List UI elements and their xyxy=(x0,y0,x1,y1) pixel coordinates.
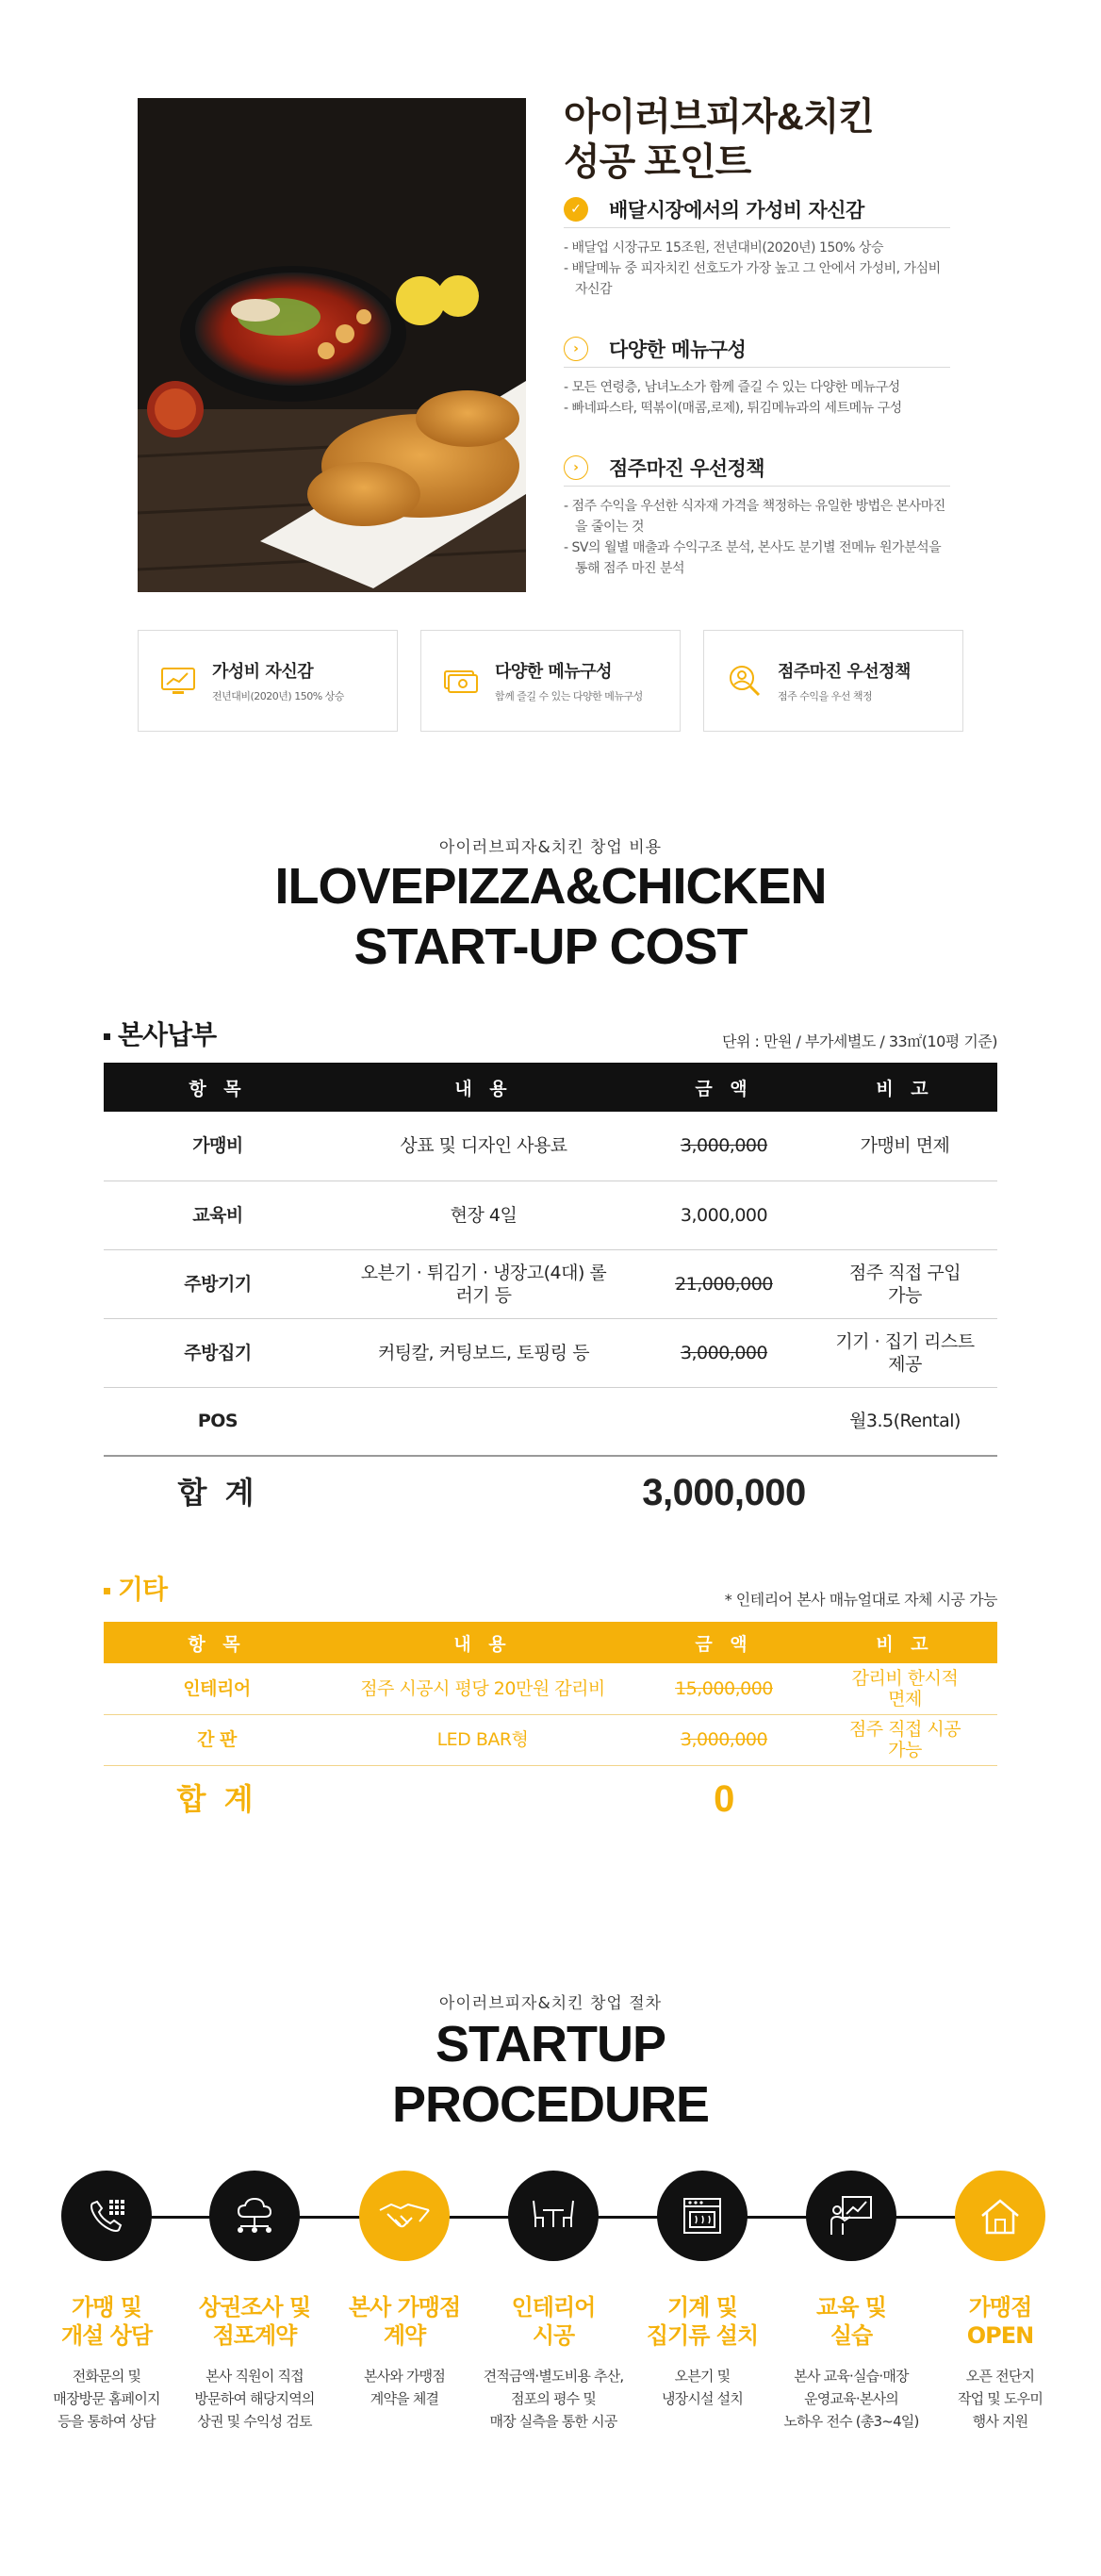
etc-note: * 인테리어 본사 매뉴얼대로 자체 시공 가능 xyxy=(724,1591,997,1609)
network-icon xyxy=(231,2192,278,2239)
step-desc: 견적금액·별도비용 추산, 점포의 평수 및 매장 실측을 통한 시공 xyxy=(483,2368,624,2430)
money-icon xyxy=(442,662,480,700)
total-empty xyxy=(813,1765,997,1833)
table-header-row xyxy=(104,1063,997,1112)
point-line: - SV의 월별 매출과 수익구조 분석, 본사도 분기별 전메뉴 원가분석을 통해 점주 마진 분석 xyxy=(564,540,942,576)
phone-icon xyxy=(83,2192,130,2239)
step-title: 인테리어 시공 xyxy=(511,2294,596,2349)
column-header: 내 용 xyxy=(330,1622,635,1663)
cell-note: 월3.5(Rental) xyxy=(813,1387,997,1456)
point-title: 다양한 메뉴구성 xyxy=(609,338,747,361)
cell-note: 기기 · 집기 리스트 제공 xyxy=(813,1318,997,1387)
hq-section-label xyxy=(104,1015,216,1052)
point-line: - 배달메뉴 중 피자치킨 선호도가 가장 높고 그 안에서 가성비, 가심비 자신감 xyxy=(564,261,941,297)
step-desc: 본사 교육·실습·매장 운영교육·본사의 노하우 전수 (총3~4일) xyxy=(783,2368,919,2430)
cell-content: 커팅칼, 커팅보드, 토핑링 등 xyxy=(332,1318,635,1387)
cell-amount: 3,000,000 xyxy=(635,1318,813,1387)
etc-cost-table xyxy=(104,1622,997,1833)
step-title: 교육 및 실습 xyxy=(816,2294,886,2349)
column-header: 내 용 xyxy=(332,1063,635,1112)
card-title: 가성비 자신감 xyxy=(212,662,314,682)
column-header: 항 목 xyxy=(104,1063,332,1112)
point-owner-margin xyxy=(564,454,950,579)
cost-title-line1: ILOVEPIZZA&CHICKEN xyxy=(274,858,827,915)
card-subtitle: 점주 수익을 우선 책정 xyxy=(778,690,873,702)
cell-note: 감리비 한시적 면제 xyxy=(813,1663,997,1714)
card-subtitle: 전년대비(2020년) 150% 상승 xyxy=(212,690,344,702)
card-title: 점주마진 우선정책 xyxy=(778,662,911,682)
procedure-title-line2: PROCEDURE xyxy=(391,2076,710,2133)
cell-amount: 15,000,000 xyxy=(635,1663,813,1714)
total-value: 0 xyxy=(714,1778,734,1821)
total-label: 합 계 xyxy=(176,1781,257,1818)
point-line: - 모든 연령층, 남녀노소가 함께 즐길 수 있는 다양한 메뉴구성 xyxy=(564,380,900,395)
table-header-row xyxy=(104,1622,997,1663)
total-label: 합 계 xyxy=(104,1456,332,1527)
oven-icon xyxy=(681,2195,724,2237)
cost-title xyxy=(0,856,1101,977)
step-title: 가맹점 OPEN xyxy=(966,2294,1034,2349)
point-line: - 점주 수익을 우선한 식자재 가격을 책정하는 유일한 방법은 본사마진을 줄이는 것 xyxy=(564,499,945,535)
cell-note xyxy=(813,1181,997,1249)
cell-item: POS xyxy=(104,1387,332,1456)
house-icon xyxy=(978,2195,1022,2237)
person-search-icon xyxy=(725,662,763,700)
chevron-right-icon: › xyxy=(564,337,588,361)
cell-note: 가맹비 면제 xyxy=(813,1112,997,1181)
etc-section-label xyxy=(104,1569,167,1607)
step-desc: 본사와 가맹점 계약을 체결 xyxy=(363,2368,446,2407)
step-desc: 본사 직원이 직접 방문하여 해당지역의 상권 및 수익성 검토 xyxy=(194,2368,315,2430)
column-header: 항 목 xyxy=(104,1622,330,1663)
cell-note: 점주 직접 시공 가능 xyxy=(813,1714,997,1765)
cell-content xyxy=(332,1387,635,1456)
table-row xyxy=(104,1181,997,1249)
cost-title-line2: START-UP COST xyxy=(353,918,748,975)
chevron-right-icon: › xyxy=(564,455,588,480)
step-equipment xyxy=(632,2171,773,2410)
total-value: 3,000,000 xyxy=(635,1456,813,1527)
step-title: 기계 및 집기류 설치 xyxy=(646,2294,759,2349)
table-row xyxy=(104,1112,997,1181)
step-circle xyxy=(508,2171,599,2261)
cell-amount: 21,000,000 xyxy=(635,1249,813,1318)
card-title: 다양한 메뉴구성 xyxy=(495,662,612,682)
card-subtitle: 함께 즐길 수 있는 다양한 메뉴구성 xyxy=(495,690,643,702)
column-header: 금 액 xyxy=(635,1622,813,1663)
step-survey xyxy=(184,2171,325,2433)
feature-card-menu xyxy=(420,630,681,732)
hq-cost-table xyxy=(104,1063,997,1527)
cell-amount xyxy=(635,1387,813,1456)
etc-label: 기타 xyxy=(118,1574,168,1605)
hero-title-line1: 아이러브피자&치킨 xyxy=(564,96,875,138)
table-row xyxy=(104,1714,997,1765)
feature-card-margin xyxy=(703,630,963,732)
cell-item: 가맹비 xyxy=(104,1112,332,1181)
procedure-eyebrow: 아이러브피자&치킨 창업 절차 xyxy=(438,1994,663,2013)
step-circle xyxy=(359,2171,450,2261)
cell-item: 간 판 xyxy=(104,1714,330,1765)
feature-card-price xyxy=(138,630,398,732)
chart-monitor-icon xyxy=(159,662,197,700)
table-total-row xyxy=(104,1765,997,1833)
point-price-confidence xyxy=(564,196,950,300)
cost-eyebrow: 아이러브피자&치킨 창업 비용 xyxy=(438,838,663,857)
step-circle xyxy=(209,2171,300,2261)
step-circle xyxy=(657,2171,748,2261)
cell-content: 점주 시공시 평당 20만원 감리비 xyxy=(330,1663,635,1714)
table-row xyxy=(104,1318,997,1387)
cell-item: 교육비 xyxy=(104,1181,332,1249)
table-row xyxy=(104,1663,997,1714)
table-row xyxy=(104,1249,997,1318)
step-contract xyxy=(334,2171,475,2410)
bullet-square-icon xyxy=(104,1588,110,1594)
procedure-title xyxy=(0,2014,1101,2135)
cell-content: 오븐기 · 튀김기 · 냉장고(4대) 롤러기 등 xyxy=(332,1249,635,1318)
point-line: - 빠네파스타, 떡볶이(매콤,로제), 튀김메뉴과의 세트메뉴 구성 xyxy=(564,401,902,416)
point-title: 점주마진 우선정책 xyxy=(609,456,765,480)
step-open xyxy=(929,2171,1071,2433)
total-empty xyxy=(330,1765,635,1833)
check-icon: ✓ xyxy=(564,197,588,222)
cell-item: 인테리어 xyxy=(104,1663,330,1714)
hero-food-image xyxy=(138,98,526,592)
step-interior xyxy=(483,2171,624,2433)
cell-content: LED BAR형 xyxy=(330,1714,635,1765)
table-chairs-icon xyxy=(530,2195,577,2237)
total-empty xyxy=(332,1456,635,1527)
step-title: 가맹 및 개설 상담 xyxy=(60,2294,153,2349)
unit-note: 단위 : 만원 / 부가세별도 / 33㎡(10평 기준) xyxy=(722,1032,997,1050)
cell-item: 주방집기 xyxy=(104,1318,332,1387)
presentation-icon xyxy=(828,2193,875,2238)
column-header: 비 고 xyxy=(813,1063,997,1112)
cell-amount: 3,000,000 xyxy=(635,1181,813,1249)
handshake-icon xyxy=(378,2197,431,2235)
column-header: 금 액 xyxy=(635,1063,813,1112)
point-line: - 배달업 시장규모 15조원, 전년대비(2020년) 150% 상승 xyxy=(564,240,883,256)
cell-item: 주방기기 xyxy=(104,1249,332,1318)
table-row xyxy=(104,1387,997,1456)
step-circle xyxy=(955,2171,1045,2261)
step-title: 본사 가맹점 계약 xyxy=(348,2294,461,2349)
cell-amount: 3,000,000 xyxy=(635,1714,813,1765)
step-title: 상권조사 및 점포계약 xyxy=(198,2294,311,2349)
step-desc: 전화문의 및 매장방문 홈페이지 등을 통하여 상담 xyxy=(53,2368,160,2430)
step-training xyxy=(781,2171,922,2433)
cell-content: 현장 4일 xyxy=(332,1181,635,1249)
step-circle xyxy=(806,2171,896,2261)
procedure-title-line1: STARTUP xyxy=(435,2016,666,2072)
bullet-square-icon xyxy=(104,1033,110,1040)
point-title: 배달시장에서의 가성비 자신감 xyxy=(609,198,864,222)
table-total-row xyxy=(104,1456,997,1527)
step-circle xyxy=(61,2171,152,2261)
hero-title-line2: 성공 포인트 xyxy=(564,141,751,183)
column-header: 비 고 xyxy=(813,1622,997,1663)
cell-amount: 3,000,000 xyxy=(635,1112,813,1181)
point-menu-variety xyxy=(564,336,950,419)
hero-title xyxy=(564,94,874,185)
total-empty xyxy=(813,1456,997,1527)
step-desc: 오븐기 및 냉장시설 설치 xyxy=(661,2368,744,2407)
step-desc: 오픈 전단지 작업 및 도우미 행사 지원 xyxy=(957,2368,1043,2430)
hq-label: 본사납부 xyxy=(118,1019,217,1050)
cell-note: 점주 직접 구입 가능 xyxy=(813,1249,997,1318)
step-consult xyxy=(36,2171,177,2433)
cell-content: 상표 및 디자인 사용료 xyxy=(332,1112,635,1181)
